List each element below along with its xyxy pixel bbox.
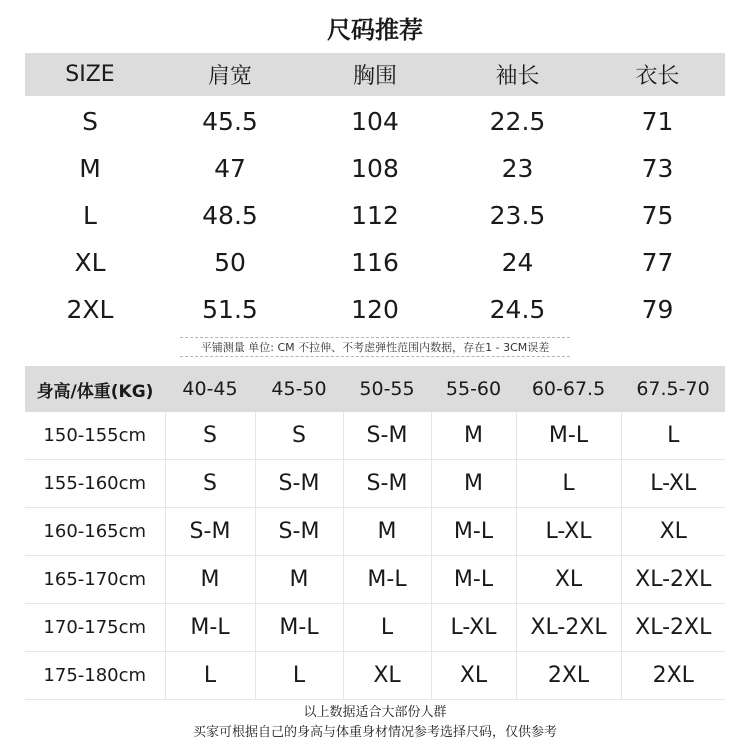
column-header-length: 衣长: [590, 53, 725, 96]
table-cell: S: [82, 107, 98, 136]
table-cell: S: [255, 412, 343, 460]
table-cell: 2XL: [621, 652, 725, 700]
table-cell: M: [79, 154, 101, 183]
table-cell: 24: [501, 248, 534, 277]
table-cell: M: [165, 556, 255, 604]
table-cell: 24.5: [489, 295, 546, 324]
table-cell: 77: [641, 248, 674, 277]
table-cell: L: [83, 201, 97, 230]
table-cell: L-XL: [516, 508, 621, 556]
table-cell: S-M: [255, 460, 343, 508]
table-cell: 45.5: [202, 107, 258, 136]
table-cell: M-L: [431, 508, 516, 556]
column-header-shoulder: 肩宽: [155, 53, 305, 96]
table-cell: XL-2XL: [621, 556, 725, 604]
table-row: [25, 192, 725, 239]
table-cell: XL: [343, 652, 431, 700]
table-cell: M-L: [343, 556, 431, 604]
footer-note-advice: 买家可根据自己的身高与体重身材情况参考选择尺码，仅供参考: [192, 725, 557, 740]
fit-recommendation-table: [25, 366, 725, 700]
table-cell: 23.5: [489, 201, 546, 230]
table-cell: 112: [351, 201, 399, 230]
table-cell: 116: [351, 248, 399, 277]
table-cell: M-L: [431, 556, 516, 604]
table-cell: XL-2XL: [516, 604, 621, 652]
table-row: [25, 96, 725, 145]
table-cell: XL: [74, 248, 106, 277]
table-row: [25, 604, 725, 652]
table-row: [25, 652, 725, 700]
height-cell: 170-175cm: [25, 604, 165, 652]
height-cell: 175-180cm: [25, 652, 165, 700]
column-header-height-weight: 身高/体重(KG): [25, 366, 165, 412]
column-header-chest: 胸围: [305, 53, 445, 96]
table-row: [25, 239, 725, 286]
table-row: [25, 556, 725, 604]
table-cell: L: [255, 652, 343, 700]
table-cell: 73: [641, 154, 674, 183]
table-cell: 120: [351, 295, 399, 324]
table-cell: L-XL: [621, 460, 725, 508]
table-cell: L: [165, 652, 255, 700]
table-cell: XL: [516, 556, 621, 604]
table-cell: S-M: [165, 508, 255, 556]
page-title: 尺码推荐: [327, 16, 423, 44]
measurement-note: 平铺测量 单位: CM 不拉伸、不考虑弹性范围内数据，存在1 - 3CM误差: [180, 337, 570, 357]
table-cell: XL-2XL: [621, 604, 725, 652]
table-cell: S-M: [255, 508, 343, 556]
fit-table-header-row: [25, 366, 725, 412]
table-cell: 51.5: [202, 295, 258, 324]
table-row: [25, 286, 725, 333]
size-chart-header-row: [25, 53, 725, 96]
table-cell: 71: [641, 107, 674, 136]
table-row: [25, 145, 725, 192]
table-cell: 50: [214, 248, 246, 277]
height-cell: 150-155cm: [25, 412, 165, 460]
table-cell: 23: [501, 154, 534, 183]
table-cell: M-L: [255, 604, 343, 652]
column-header-size: SIZE: [25, 53, 155, 96]
table-row: [25, 412, 725, 460]
table-cell: S: [165, 460, 255, 508]
table-cell: S-M: [343, 460, 431, 508]
table-row: [25, 460, 725, 508]
table-cell: S-M: [343, 412, 431, 460]
column-header-weight-range: 55-60: [431, 366, 516, 412]
size-chart-table: [25, 53, 725, 333]
table-cell: L: [516, 460, 621, 508]
table-cell: M: [431, 460, 516, 508]
table-cell: L: [621, 412, 725, 460]
height-cell: 165-170cm: [25, 556, 165, 604]
column-header-weight-range: 45-50: [255, 366, 343, 412]
table-cell: 108: [351, 154, 399, 183]
table-cell: M-L: [516, 412, 621, 460]
table-cell: 22.5: [489, 107, 546, 136]
table-cell: 104: [351, 107, 399, 136]
table-cell: M: [255, 556, 343, 604]
table-cell: 75: [641, 201, 674, 230]
table-cell: M: [431, 412, 516, 460]
height-cell: 160-165cm: [25, 508, 165, 556]
column-header-weight-range: 67.5-70: [621, 366, 725, 412]
column-header-sleeve: 袖长: [445, 53, 590, 96]
table-cell: 47: [214, 154, 246, 183]
table-cell: 2XL: [516, 652, 621, 700]
height-cell: 155-160cm: [25, 460, 165, 508]
table-cell: L: [343, 604, 431, 652]
table-cell: L-XL: [431, 604, 516, 652]
table-cell: XL: [431, 652, 516, 700]
footer-note-audience: 以上数据适合大部份人群: [303, 705, 447, 720]
table-cell: 48.5: [202, 201, 258, 230]
column-header-weight-range: 50-55: [343, 366, 431, 412]
table-row: [25, 508, 725, 556]
table-cell: XL: [621, 508, 725, 556]
table-cell: M-L: [165, 604, 255, 652]
table-cell: 2XL: [66, 295, 114, 324]
column-header-weight-range: 60-67.5: [516, 366, 621, 412]
column-header-weight-range: 40-45: [165, 366, 255, 412]
table-cell: S: [165, 412, 255, 460]
table-cell: 79: [641, 295, 674, 324]
table-cell: M: [343, 508, 431, 556]
